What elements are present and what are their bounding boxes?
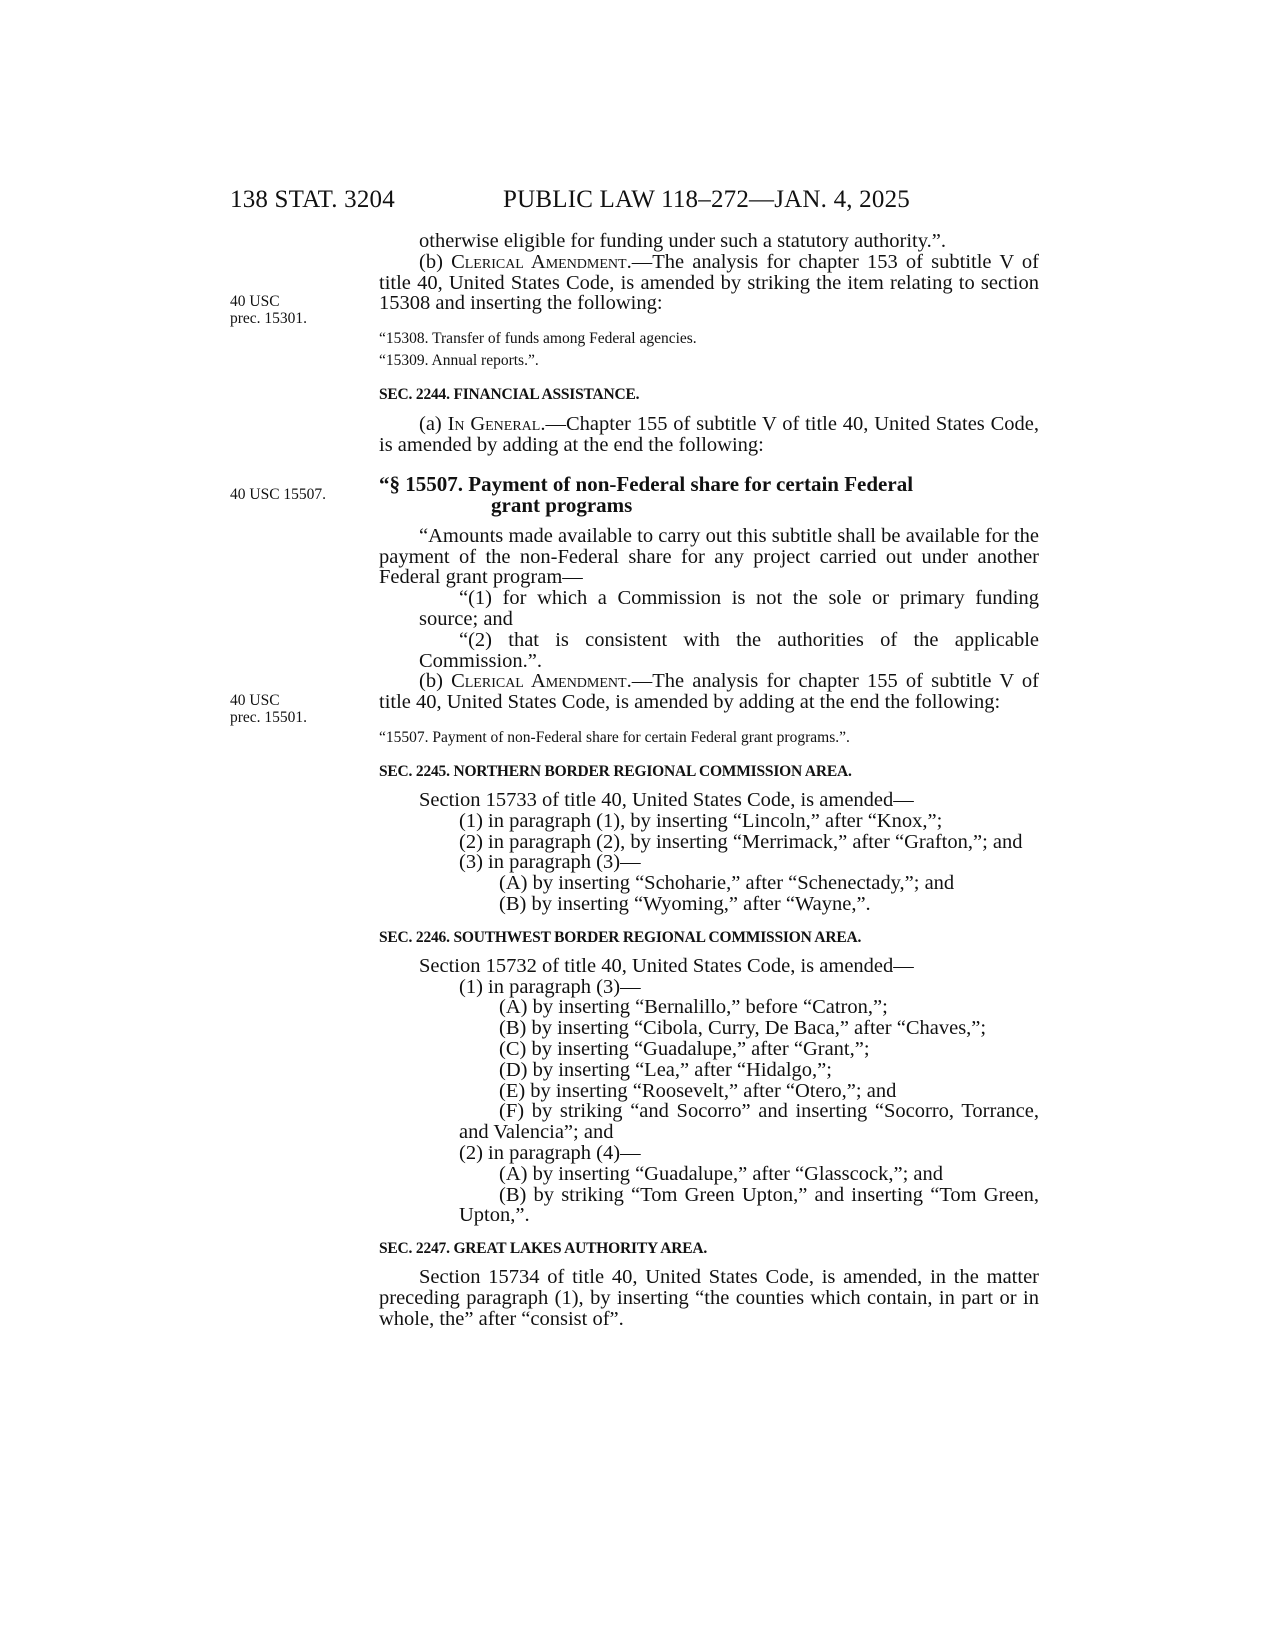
margin-note-40-usc-15507: 40 USC 15507. xyxy=(230,486,327,503)
section-2245-paragraph-3: (3) in paragraph (3)— xyxy=(459,851,641,874)
section-heading-2245: SEC. 2245. NORTHERN BORDER REGIONAL COMMISSION AREA. xyxy=(379,762,852,780)
section-2246-paragraph-2: (2) in paragraph (4)— xyxy=(459,1141,641,1164)
table-item-15309: “15309. Annual reports.”. xyxy=(379,352,539,370)
section-heading-2247: SEC. 2247. GREAT LAKES AUTHORITY AREA. xyxy=(379,1240,708,1258)
body-text xyxy=(379,231,1039,1329)
clerical-amendment-b-155: (b) Clerical Amendment.—The analysis for chapter 155 of subtitle V of title 40, United States Code, is amended by adding at the end the following: xyxy=(379,670,1039,714)
margin-note-40-usc-prec-15501: 40 USC prec. 15501. xyxy=(230,692,308,726)
section-2247-text: Section 15734 of title 40, United States Code, is amended, in the matter preceding paragraph (1), by inserting “the counties which contain, in part or in whole, the” after “consist of”. xyxy=(379,1266,1039,1330)
section-15507-title: “§ 15507. Payment of non-Federal share for certain Federal grant programs xyxy=(379,471,914,517)
section-2246-subparagraph-1a: (A) by inserting “Bernalillo,” before “Catron,”; xyxy=(499,996,888,1019)
section-2245-paragraph-1: (1) in paragraph (1), by inserting “Lincoln,” after “Knox,”; xyxy=(459,809,943,832)
section-15507-paragraph-1: “(1) for which a Commission is not the sole or primary funding source; and xyxy=(419,587,1039,630)
section-2246-subparagraph-1f: (F) by striking “and Socorro” and inserting “Socorro, Torrance, and Valencia”; and xyxy=(459,1100,1039,1144)
table-item-15507: “15507. Payment of non-Federal share for certain Federal grant programs.”. xyxy=(379,728,850,746)
section-2246-paragraph-1: (1) in paragraph (3)— xyxy=(459,975,641,998)
running-header-title: PUBLIC LAW 118–272—JAN. 4, 2025 xyxy=(503,186,910,213)
section-15507-paragraph-2: “(2) that is consistent with the authorities of the applicable Commission.”. xyxy=(419,628,1039,672)
section-2246-subparagraph-1e: (E) by inserting “Roosevelt,” after “Otero,”; and xyxy=(499,1079,897,1102)
section-heading-2246: SEC. 2246. SOUTHWEST BORDER REGIONAL COMMISSION AREA. xyxy=(379,928,862,946)
section-2245-subparagraph-a: (A) by inserting “Schoharie,” after “Schenectady,”; and xyxy=(499,872,955,895)
section-2246-subparagraph-1b: (B) by inserting “Cibola, Curry, De Baca,” after “Chaves,”; xyxy=(499,1017,987,1040)
section-heading-2244: SEC. 2244. FINANCIAL ASSISTANCE. xyxy=(379,386,640,404)
section-2246-intro: Section 15732 of title 40, United States Code, is amended— xyxy=(419,954,914,977)
continuation-paragraph: otherwise eligible for funding under such a statutory authority.”. xyxy=(419,230,946,252)
table-item-15308: “15308. Transfer of funds among Federal agencies. xyxy=(379,330,697,348)
section-2246-subparagraph-2b: (B) by striking “Tom Green Upton,” and inserting “Tom Green, Upton,”. xyxy=(459,1183,1039,1227)
clerical-amendment-b-153: (b) Clerical Amendment.—The analysis for chapter 153 of subtitle V of title 40, United States Code, is amended by striking the item relating to section 15308 and inserting the following: xyxy=(379,250,1039,315)
section-2246-subparagraph-1d: (D) by inserting “Lea,” after “Hidalgo,”; xyxy=(499,1058,832,1081)
section-2246-subparagraph-2a: (A) by inserting “Guadalupe,” after “Glasscock,”; and xyxy=(499,1162,943,1185)
page-stat-number: 138 STAT. 3204 xyxy=(230,186,395,213)
section-2245-subparagraph-b: (B) by inserting “Wyoming,” after “Wayne,”. xyxy=(499,892,871,915)
section-2245-paragraph-2: (2) in paragraph (2), by inserting “Merrimack,” after “Grafton,”; and xyxy=(459,830,1023,853)
section-15507-text: “Amounts made available to carry out this subtitle shall be available for the payment of the non-Federal share for any project carried out under another Federal grant program— xyxy=(379,524,1039,589)
subsection-a-in-general: (a) In General.—Chapter 155 of subtitle V of title 40, United States Code, is amended by adding at the end the following: xyxy=(379,413,1039,456)
section-2246-subparagraph-1c: (C) by inserting “Guadalupe,” after “Grant,”; xyxy=(499,1037,870,1060)
section-2245-intro: Section 15733 of title 40, United States Code, is amended— xyxy=(419,788,914,811)
margin-note-40-usc-prec-15301: 40 USC prec. 15301. xyxy=(230,293,308,327)
